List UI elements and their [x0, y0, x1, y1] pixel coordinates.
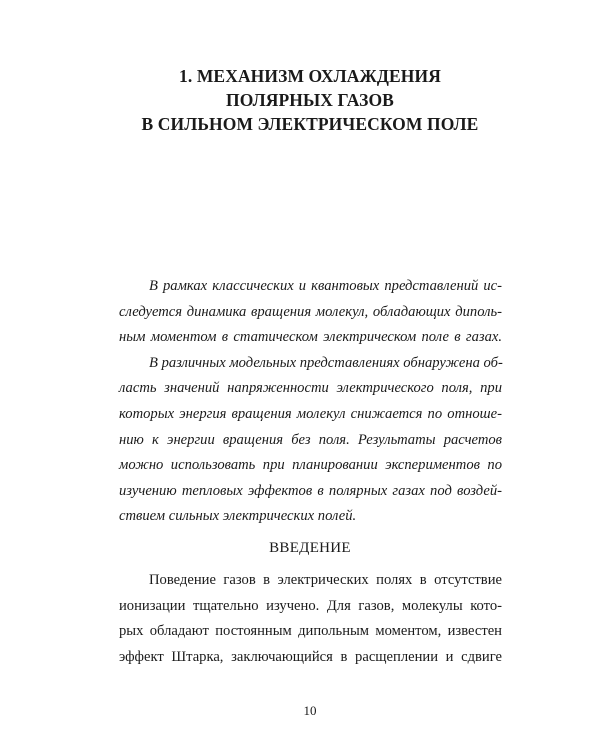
page-number: 10: [303, 703, 317, 718]
abstract-line: В различных модельных представлениях обнаружена об-: [149, 354, 503, 371]
abstract-line: ным моментом в статическом электрическом поле в газах.: [119, 329, 502, 346]
body-line: эффект Штарка, заключающийся в расщеплении и сдвиге: [119, 648, 502, 665]
chapter-title: [100, 64, 520, 136]
body-line: Поведение газов в электрических полях в отсутствие: [149, 572, 502, 588]
abstract-line: можно использовать при планировании экспериментов по: [119, 457, 502, 474]
chapter-title-line: 1. МЕХАНИЗМ ОХЛАЖДЕНИЯ: [179, 66, 441, 86]
abstract-line: которых энергия вращения молекул снижается по отноше-: [119, 405, 502, 422]
abstract-line: В рамках классических и квантовых представлений ис-: [149, 278, 502, 294]
abstract-line: ласть значений напряженности электрического поля, при: [119, 380, 502, 397]
body-line: ионизации тщательно изучено. Для газов, молекулы кото-: [119, 597, 502, 614]
introduction-text: [119, 568, 502, 670]
chapter-title-line: В СИЛЬНОМ ЭЛЕКТРИЧЕСКОМ ПОЛЕ: [141, 114, 479, 134]
section-heading: ВВЕДЕНИЕ: [269, 540, 351, 556]
body-line: рых обладают постоянным дипольным моментом, известен: [119, 623, 502, 640]
chapter-title-line: ПОЛЯРНЫХ ГАЗОВ: [226, 90, 394, 110]
abstract-line: нию к энергии вращения без поля. Результаты расчетов: [119, 431, 502, 448]
abstract-line: следуется динамика вращения молекул, обладающих диполь-: [119, 303, 502, 320]
abstract-line: ствием сильных электрических полей.: [119, 508, 357, 525]
abstract-line: изучению тепловых эффектов в полярных газах под воздей-: [119, 482, 502, 499]
abstract: [119, 274, 502, 530]
